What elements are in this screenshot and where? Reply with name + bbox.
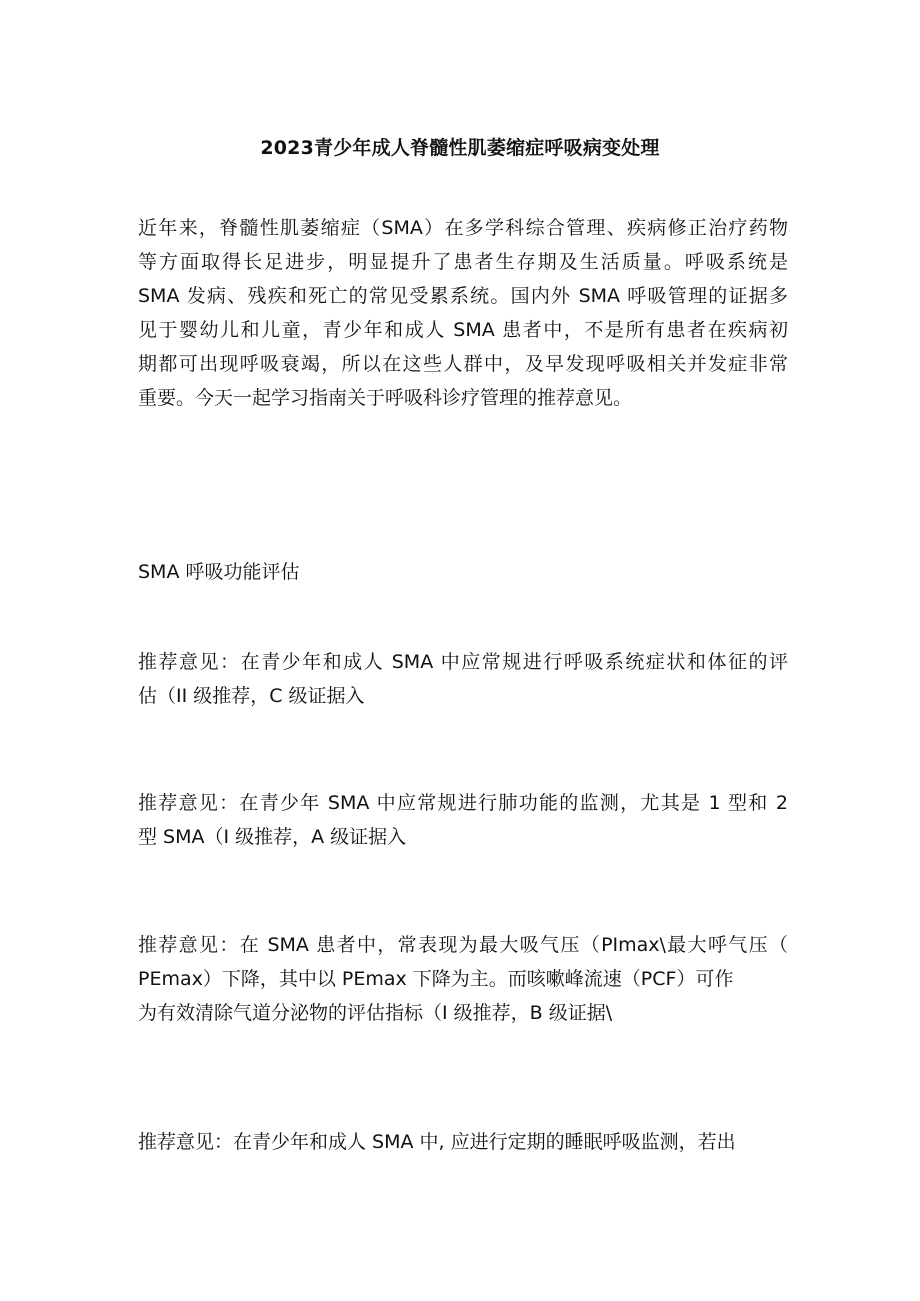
recommendation-line: 为有效清除气道分泌物的评估指标（I 级推荐，B 级证据\	[138, 1002, 613, 1024]
section-heading	[138, 555, 788, 589]
recommendation-3	[138, 928, 788, 1030]
intro-line: 等方面取得长足进步，明显提升了患者生存期及生活质量。呼吸系统是	[138, 251, 788, 273]
intro-paragraph	[138, 211, 788, 415]
intro-line: 近年来，脊髓性肌萎缩症（SMA）在多学科综合管理、疾病修正治疗药物	[138, 217, 788, 239]
recommendation-line: PEmax）下降，其中以 PEmax 下降为主。而咳嗽峰流速（PCF）可作	[138, 968, 734, 990]
recommendation-line: 推荐意见：在青少年和成人 SMA 中, 应进行定期的睡眠呼吸监测，若出	[138, 1131, 736, 1153]
recommendation-4	[138, 1125, 788, 1159]
intro-line: SMA 发病、残疾和死亡的常见受累系统。国内外 SMA 呼吸管理的证据多	[138, 285, 788, 307]
intro-line: 重要。今天一起学习指南关于呼吸科诊疗管理的推荐意见。	[138, 387, 633, 409]
intro-line: 期都可出现呼吸衰竭，所以在这些人群中，及早发现呼吸相关并发症非常	[138, 353, 788, 375]
document-title: 2023青少年成人脊髓性肌萎缩症呼吸病变处理	[260, 136, 660, 159]
recommendation-line: 型 SMA（I 级推荐，A 级证据入	[138, 826, 407, 848]
recommendation-line: 推荐意见：在 SMA 患者中，常表现为最大吸气压（PImax\最大呼气压（	[138, 934, 788, 956]
recommendation-2	[138, 786, 788, 854]
recommendation-line: 推荐意见：在青少年和成人 SMA 中应常规进行呼吸系统症状和体征的评	[138, 651, 788, 673]
intro-line: 见于婴幼儿和儿童，青少年和成人 SMA 患者中，不是所有患者在疾病初	[138, 319, 788, 341]
recommendation-line: 推荐意见：在青少年 SMA 中应常规进行肺功能的监测，尤其是 1 型和 2	[138, 792, 788, 814]
section-heading-text: SMA 呼吸功能评估	[138, 561, 300, 583]
recommendation-1	[138, 645, 788, 713]
recommendation-line: 估（II 级推荐，C 级证据入	[138, 685, 365, 707]
